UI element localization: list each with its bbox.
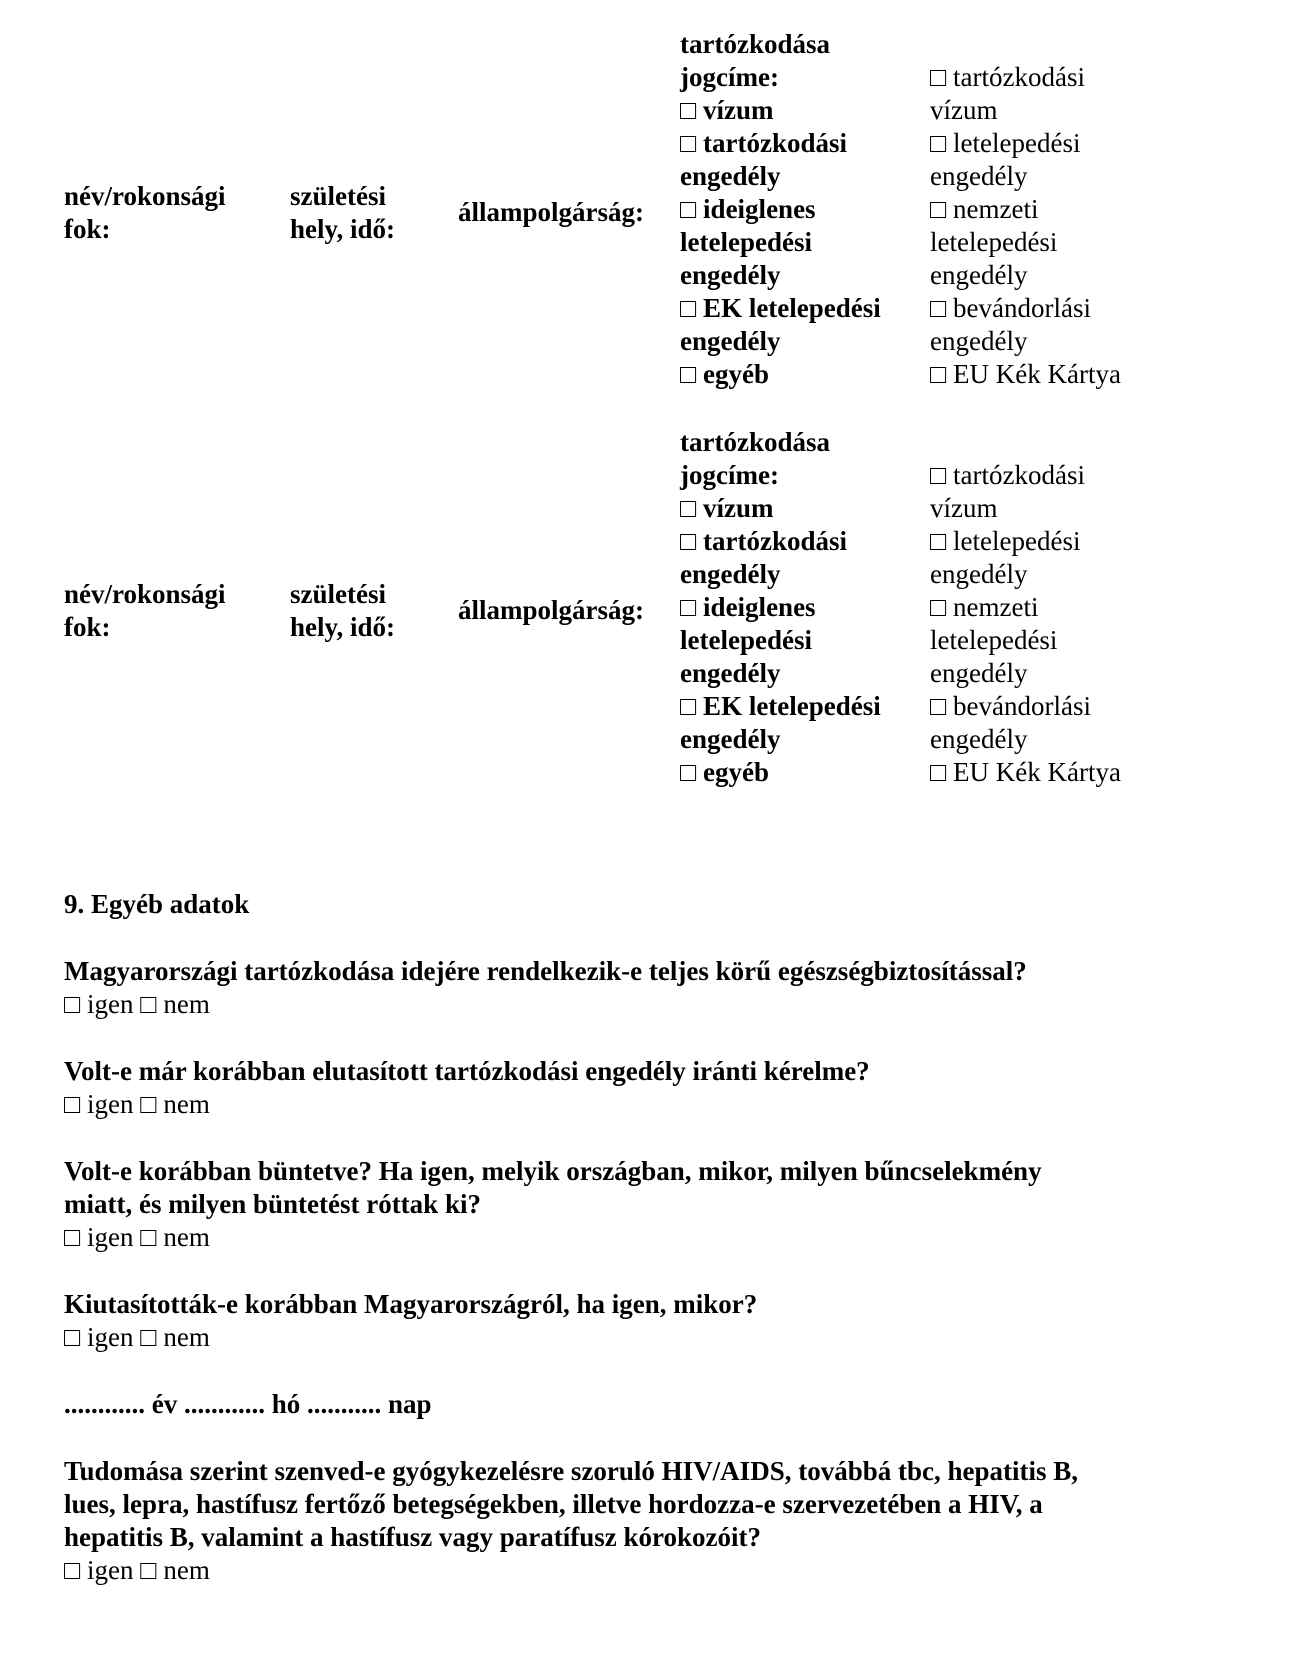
question-block (64, 1288, 1214, 1354)
visa-checkbox[interactable]: □ vízum (680, 493, 774, 523)
residence-visa-checkbox[interactable]: □ tartózkodási (930, 62, 1086, 92)
status-option: engedély (680, 724, 781, 754)
question-block (64, 1455, 1214, 1587)
status-option: engedély (930, 658, 1028, 688)
national-settlement-checkbox[interactable]: □ nemzeti (930, 592, 1039, 622)
yes-no-options[interactable]: □ igen □ nem (64, 1322, 210, 1352)
question-block (64, 955, 1214, 1021)
birth-place-date-label (290, 180, 430, 246)
ec-settlement-checkbox[interactable]: □ EK letelepedési (680, 293, 881, 323)
settlement-permit-checkbox[interactable]: □ letelepedési (930, 526, 1081, 556)
status-option: engedély (680, 326, 781, 356)
status-option: vízum (930, 95, 998, 125)
yes-no-options[interactable]: □ igen □ nem (64, 1555, 210, 1585)
eu-blue-card-checkbox[interactable]: □ EU Kék Kártya (930, 757, 1121, 787)
nationality-label (458, 196, 678, 229)
status-option: engedély (930, 559, 1028, 589)
birth-place-date-label (290, 578, 430, 644)
question-text: Tudomása szerint szenved-e gyógykezelésre szoruló HIV/AIDS, továbbá tbc, hepatitis B, (64, 1456, 1078, 1486)
status-option: engedély (680, 658, 781, 688)
question-text: lues, lepra, hastífusz fertőző betegségekben, illetve hordozza-e szervezetében a HIV, a (64, 1489, 1043, 1519)
question-text: Volt-e korábban büntetve? Ha igen, melyik országban, mikor, milyen bűncselekmény (64, 1156, 1042, 1186)
label-line: fok: (64, 214, 111, 244)
eu-blue-card-checkbox[interactable]: □ EU Kék Kártya (930, 359, 1121, 389)
status-option: letelepedési (930, 227, 1058, 257)
label-line: fok: (64, 612, 111, 642)
label-line: állampolgárság: (458, 595, 644, 625)
residence-status-options (680, 28, 920, 391)
residence-status-options (680, 426, 920, 789)
status-option: engedély (930, 161, 1028, 191)
temporary-settlement-checkbox[interactable]: □ ideiglenes (680, 194, 816, 224)
label-line: név/rokonsági (64, 181, 226, 211)
status-option: engedély (680, 161, 781, 191)
question-text: miatt, és milyen büntetést róttak ki? (64, 1189, 481, 1219)
residence-visa-checkbox[interactable]: □ tartózkodási (930, 460, 1086, 490)
status-option: letelepedési (930, 625, 1058, 655)
status-option: tartózkodása (680, 29, 830, 59)
national-settlement-checkbox[interactable]: □ nemzeti (930, 194, 1039, 224)
status-option: letelepedési (680, 625, 812, 655)
status-option: engedély (680, 559, 781, 589)
label-line: hely, idő: (290, 612, 396, 642)
question-text: hepatitis B, valamint a hastífusz vagy paratífusz kórokozóit? (64, 1522, 762, 1552)
question-text: Magyarországi tartózkodása idejére rendelkezik-e teljes körű egészségbiztosítással? (64, 956, 1027, 986)
yes-no-options[interactable]: □ igen □ nem (64, 989, 210, 1019)
residence-status-options-2 (930, 459, 1190, 789)
status-option: letelepedési (680, 227, 812, 257)
label-line: születési (290, 579, 386, 609)
label-line: születési (290, 181, 386, 211)
label-line: név/rokonsági (64, 579, 226, 609)
label-line: hely, idő: (290, 214, 396, 244)
status-option: engedély (930, 326, 1028, 356)
yes-no-options[interactable]: □ igen □ nem (64, 1089, 210, 1119)
label-line: állampolgárság: (458, 197, 644, 227)
status-option: jogcíme: (680, 460, 779, 490)
status-option: tartózkodása (680, 427, 830, 457)
residence-permit-checkbox[interactable]: □ tartózkodási (680, 128, 848, 158)
section-title (64, 888, 1214, 921)
question-block (64, 1155, 1214, 1254)
settlement-permit-checkbox[interactable]: □ letelepedési (930, 128, 1081, 158)
residence-permit-checkbox[interactable]: □ tartózkodási (680, 526, 848, 556)
status-option: engedély (930, 260, 1028, 290)
other-checkbox[interactable]: □ egyéb (680, 757, 770, 787)
ec-settlement-checkbox[interactable]: □ EK letelepedési (680, 691, 881, 721)
name-relationship-label (64, 578, 264, 644)
immigration-permit-checkbox[interactable]: □ bevándorlási (930, 293, 1092, 323)
immigration-permit-checkbox[interactable]: □ bevándorlási (930, 691, 1092, 721)
status-option: engedély (680, 260, 781, 290)
status-option: jogcíme: (680, 62, 779, 92)
yes-no-options[interactable]: □ igen □ nem (64, 1222, 210, 1252)
date-fill-line[interactable] (64, 1388, 1214, 1421)
status-option: engedély (930, 724, 1028, 754)
question-block (64, 1055, 1214, 1121)
visa-checkbox[interactable]: □ vízum (680, 95, 774, 125)
nationality-label (458, 594, 678, 627)
date-line-text: ............ év ............ hó ........... nap (64, 1389, 432, 1419)
residence-status-options-2 (930, 61, 1190, 391)
question-text: Volt-e már korábban elutasított tartózkodási engedély iránti kérelme? (64, 1056, 870, 1086)
other-checkbox[interactable]: □ egyéb (680, 359, 770, 389)
name-relationship-label (64, 180, 264, 246)
status-option: vízum (930, 493, 998, 523)
section-heading: 9. Egyéb adatok (64, 889, 250, 919)
question-text: Kiutasították-e korábban Magyarországról, ha igen, mikor? (64, 1289, 758, 1319)
temporary-settlement-checkbox[interactable]: □ ideiglenes (680, 592, 816, 622)
